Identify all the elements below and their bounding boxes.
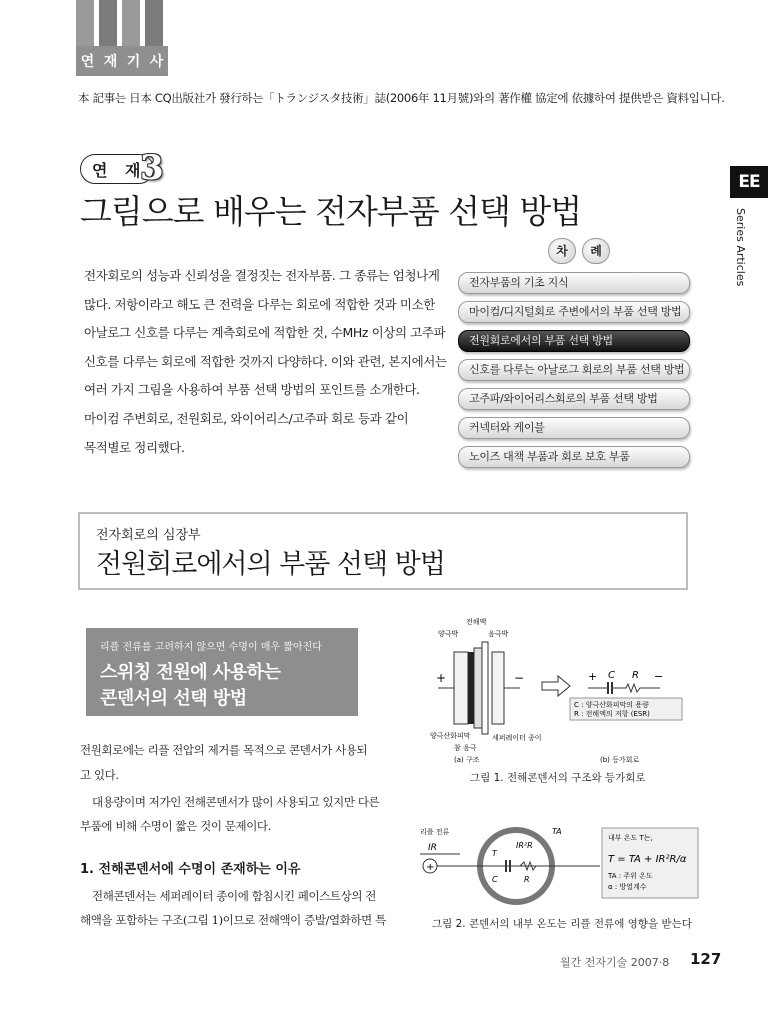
body-line: 해액을 포함하는 구조(그림 1)이므로 전해액이 증발/열화하면 특 [80,913,386,927]
eq-plus: + [588,670,598,683]
toc-item: 전자부품의 기초 지식 [458,272,690,294]
fig2-legend-title: 내부 온도 T는, [608,834,653,842]
fig2-r-label: R [524,875,530,884]
series-char: 기 [126,54,141,70]
intro-line: 전자회로의 성능과 신뢰성을 결정짓는 전자부품. 그 종류는 엄청나게 [84,268,440,283]
fig1-plus-label: + [436,671,447,685]
article-title-box [86,628,358,716]
intro-line: 신호를 다루는 회로에 적합한 것까지 다양하다. 이와 관련, 본지에서는 [84,353,447,369]
tab-strip [99,0,117,46]
subsection-heading: 1. 전해콘덴서에 수명이 존재하는 이유 [80,862,301,877]
table-of-contents [458,272,690,475]
section-subtitle: 전자회로의 심장부 [96,528,201,543]
fig1-legend-c: C : 양극산화피막의 용량 [574,701,649,709]
tab-strip [122,0,140,46]
electrolyte-shape [482,642,488,734]
figure-1-caption: 그림 1. 전해콘덴서의 구조와 등가회로 [470,772,646,784]
figure-2-caption: 그림 2. 콘덴서의 내부 온도는 리플 전류에 영향을 받는다 [432,918,692,930]
intro-line: 아날로그 신호를 다루는 계측회로에 적합한 것, 수MHz 이상의 고주파 [84,325,446,341]
figure-2-diagram [420,822,710,912]
page-title: 그림으로 배우는 전자부품 선택 방법 [80,192,582,231]
fig1-minus-label: − [514,671,525,685]
body-line: 전원회로에는 리플 전압의 제거를 목적으로 콘덴서가 사용되 [80,743,368,757]
section-title: 전원회로에서의 부품 선택 방법 [96,549,445,580]
intro-text [84,268,454,468]
series-label [76,46,168,76]
toc-item-current: 전원회로에서의 부품 선택 방법 [458,330,690,352]
toc-item: 노이즈 대책 부품과 회로 보호 부품 [458,446,690,468]
tab-strip [76,0,94,46]
fig2-t-label: T [492,849,497,858]
toc-item: 마이컴/디지털회로 주변에서의 부품 선택 방법 [458,301,690,323]
fig1-cathode-label: 음극박 [488,630,509,638]
fig2-ripple-label: 리플 전류 [420,828,450,836]
body-line: 전해콘덴서는 세퍼레이터 종이에 함침시킨 페이스트상의 전 [92,889,376,903]
body-line: 고 있다. [80,768,119,782]
fig2-legend-ta: TA : 주위 온도 [608,872,653,880]
eq-minus: − [654,670,664,683]
figure-1-diagram [424,612,704,792]
separator-shape [474,648,482,728]
fig2-formula: T = TA + IR²R/α [608,854,687,865]
series-char: 재 [103,54,118,70]
intro-line: 많다. 저항이라고 해도 큰 전력을 다루는 회로에 적합한 것과 미소한 [84,296,435,312]
series-tab [76,0,168,76]
series-badge [80,150,164,186]
body-line: 부품에 비해 수명이 짧은 것이 문제이다. [80,819,271,833]
fig1-sub-b: (b) 등가회로 [600,756,640,764]
fig1-oxide-label: 양극산화피막 [430,732,471,740]
cathode-foil-shape [492,652,504,724]
fig1-separator-label: 세퍼레이터 종이 [492,734,542,742]
fig1-electrolyte-label: 전해액 [466,618,487,626]
page-number: 127 [690,950,722,968]
toc-item: 고주파/와이어리스회로의 부품 선택 방법 [458,388,690,410]
fig1-cathode2-label: 참 음극 [454,744,477,752]
toc-heading-char: 례 [582,238,610,264]
series-articles-label: Series Articles [734,208,747,287]
fig2-i2r-label: IR²R [516,841,533,850]
toc-item: 신호를 다루는 아날로그 회로의 부품 선택 방법 [458,359,690,381]
intro-line: 마이컴 주변회로, 전원회로, 와이어리스/고주파 회로 등과 같이 [84,410,409,426]
fig1-sub-a: (a) 구조 [454,756,480,764]
fig1-anode-label: 양극박 [438,630,459,638]
article-title-line: 스위칭 전원에 사용하는 [100,662,281,683]
fig2-legend-a: α : 방열계수 [608,883,647,891]
ee-logo: EE [730,166,768,198]
toc-heading [548,238,610,264]
article-kicker: 리플 전류를 고려하지 않으면 수명이 매우 짧아진다 [100,642,322,653]
fig2-c-label: C [492,875,498,884]
eq-r: R [632,670,639,681]
article-title-line: 콘덴서의 선택 방법 [100,688,247,709]
footer-publication: 월간 전자기술 2007·8 [560,956,670,969]
anode-foil-shape [454,652,468,724]
badge-number: 3 [140,148,164,188]
fig1-legend-r: R : 전해액의 저항 (ESR) [574,710,650,718]
eq-c: C [608,670,615,681]
series-char: 사 [149,54,164,70]
body-line: 대용량이며 저가인 전해콘덴서가 많이 사용되고 있지만 다른 [92,795,380,809]
intro-line: 목적별로 정리했다. [84,439,185,455]
intro-line: 여러 가지 그림을 사용하여 부품 선택 방법의 포인트를 소개한다. [84,382,420,398]
tab-strip [145,0,163,46]
copyright-notice: 本 記事는 日本 CQ出版社가 發行하는「トランジスタ技術」誌(2006年 11月號)와의 著作權 協定에 依據하여 提供받은 資料입니다. [78,91,725,105]
toc-heading-char: 차 [548,238,576,264]
toc-item: 커넥터와 케이블 [458,417,690,439]
resistor-symbol [612,684,660,692]
oxide-layer-shape [468,652,474,724]
series-char: 연 [80,54,95,70]
fig2-ir-label: IR [428,843,437,853]
fig2-plus-label: + [426,862,435,873]
fig2-ta-label: TA [552,827,562,836]
badge-label: 연 재 [92,161,147,180]
arrow-icon [542,676,570,696]
